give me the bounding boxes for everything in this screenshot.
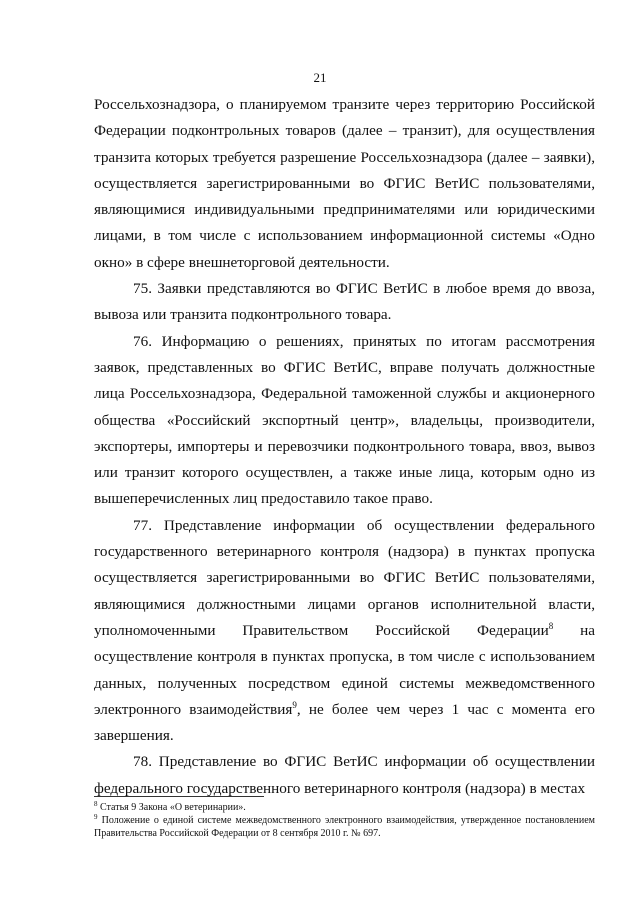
footnote-ref-8: 8 (548, 620, 554, 631)
paragraph-75: 75. Заявки представляются во ФГИС ВетИС в любое время до ввоза, вывоза или транзита подконтрольного товара. (94, 280, 595, 324)
footnote-8-text: Статья 9 Закона «О ветеринарии». (97, 802, 246, 813)
footnote-9-text: Положение о единой системе межведомственного электронного взаимодействия, утвержденное постановлением Правительства Российской Федерации от 8 сентября 2010 г. № 697. (94, 815, 595, 839)
footnote-8 (94, 801, 595, 814)
paragraph-74-continuation: Россельхознадзора, о планируемом транзите через территорию Российской Федерации подконтрольных товаров (далее – транзит), для осуществления транзита которых требуется разрешение Россельхознадзора (далее – заявки), осуществляется зарегистрированными во ФГИС ВетИС пользователями, являющимися индивидуальными предпринимателями или юридическими лицами, в том числе с использованием информационной системы «Одно окно» в сфере внешнеторговой деятельности. (94, 96, 595, 271)
footnote-divider (94, 796, 264, 797)
document-body (94, 92, 595, 802)
footnote-9 (94, 814, 595, 840)
paragraph-77 (94, 513, 595, 750)
footnote-8-mark: 8 (94, 800, 98, 808)
paragraph-77-text-2: на осуществление контроля в пунктах пропуска, в том числе с использованием данных, полученных посредством единой системы межведомственного электронного взаимодействия (94, 621, 595, 718)
paragraph-77-text-1: 77. Представление информации об осуществлении федерального государственного ветеринарного контроля (надзора) в пунктах пропуска осуществляется зарегистрированными во ФГИС ВетИС пользователями, являющимися должностными лицами органов исполнительной власти, уполномоченными Правительством Российской Федерации (94, 516, 595, 639)
paragraph-76: 76. Информацию о решениях, принятых по итогам рассмотрения заявок, представленных во ФГИС ВетИС, вправе получать должностные лица Россельхознадзора, Федеральной таможенной службы и акционерного общества «Российский экспортный центр», владельцы, производители, экспортеры, импортеры и перевозчики подконтрольного товара, ввоз, вывоз или транзит которого осуществлен, а также иные лица, которым одно из вышеперечисленных лиц предоставило такое право. (94, 332, 595, 508)
paragraph-78: 78. Представление во ФГИС ВетИС информации об осуществлении федерального государственного ветеринарного контроля (надзора) в местах (94, 753, 595, 797)
page-number: 21 (313, 70, 327, 85)
paragraph-77-text-3: , не более чем через 1 час с момента его завершения. (94, 700, 595, 745)
footnote-ref-9: 9 (292, 699, 297, 710)
footnote-9-mark: 9 (94, 813, 98, 821)
footnotes (94, 801, 595, 840)
